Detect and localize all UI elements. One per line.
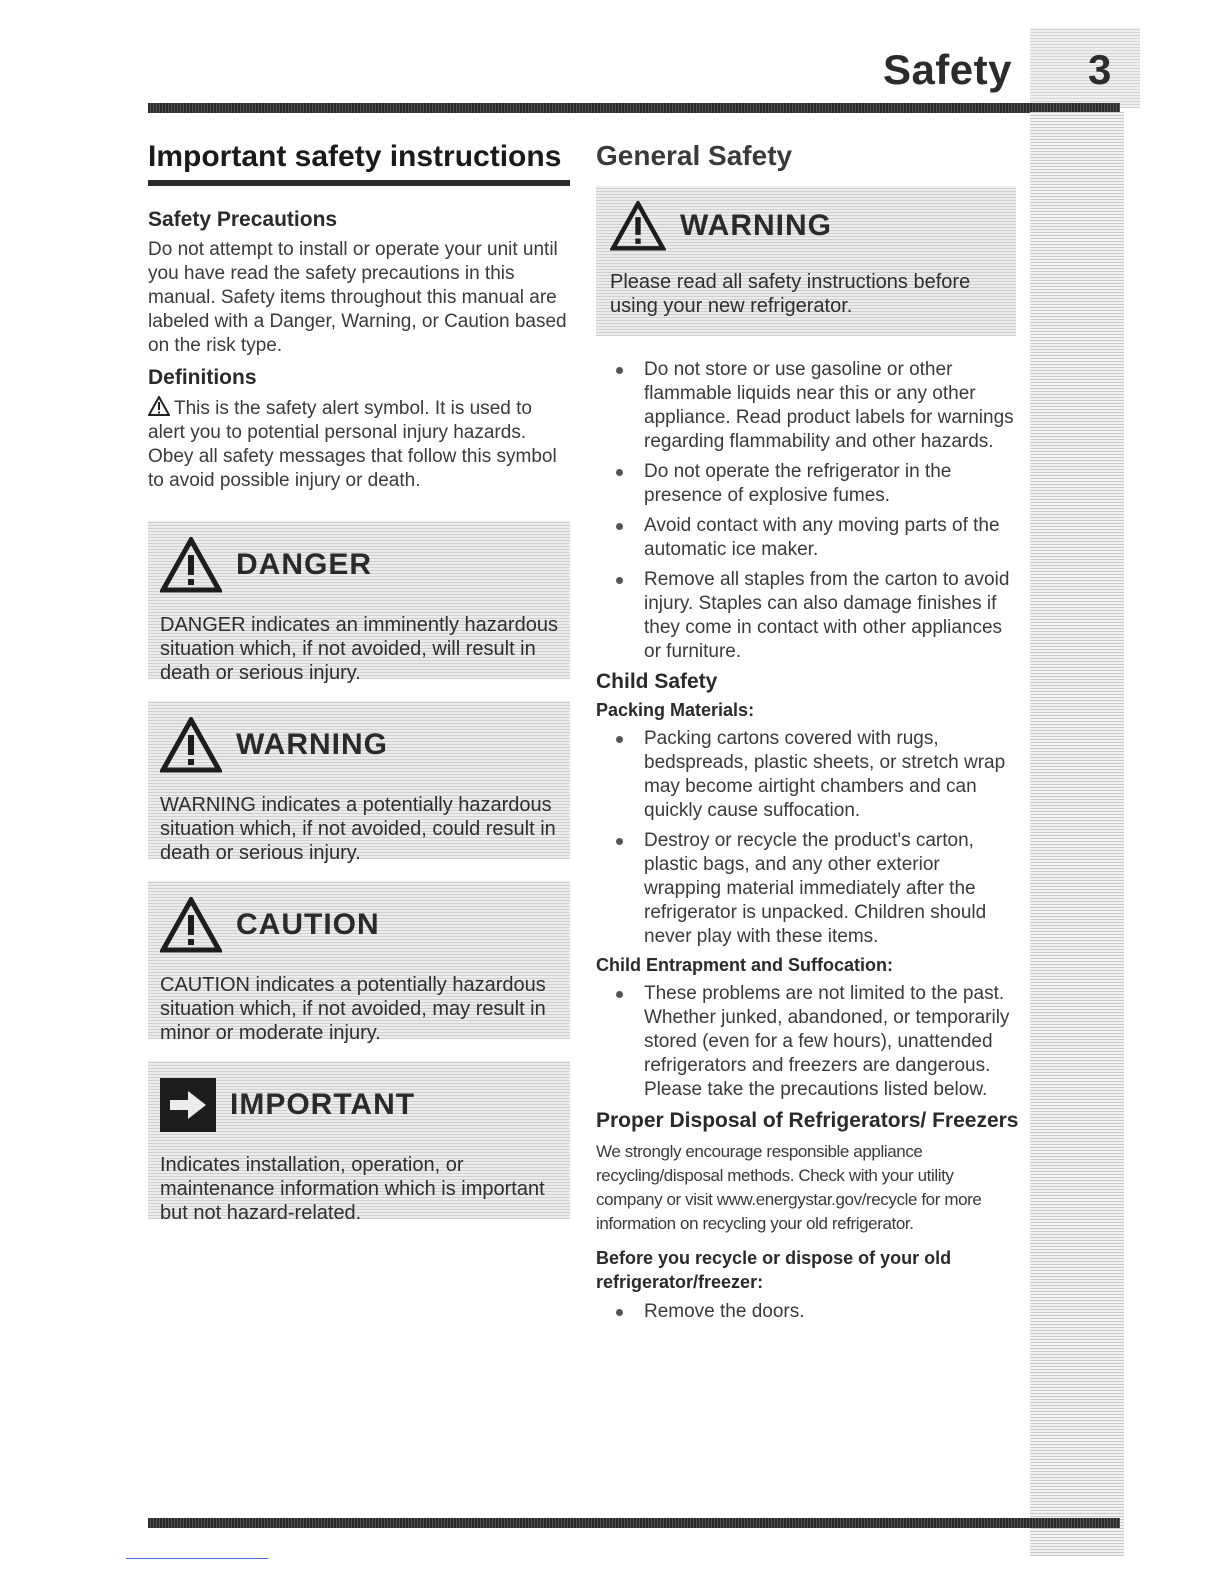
before-recycle-list — [596, 1300, 1020, 1324]
child-safety-title: Child Safety — [596, 670, 718, 693]
danger-box — [148, 521, 570, 684]
footer-line — [126, 1558, 268, 1559]
list-item: These problems are not limited to the past. Whether junked, abandoned, or temporarily stored (even for a few hours), unattended refrigerators and freezers are dangerous. Please take the precautions listed below. — [644, 982, 1020, 1102]
danger-label: DANGER — [236, 548, 373, 581]
list-item: Remove the doors. — [644, 1300, 1020, 1324]
before-recycle-title: Before you recycle or dispose of your old refrigerator/freezer: — [596, 1248, 952, 1292]
general-safety-list — [596, 358, 1020, 664]
list-item: Remove all staples from the carton to avoid injury. Staples can also damage finishes if they come in contact with other appliances or furniture. — [644, 568, 1020, 664]
definitions-paragraph — [148, 396, 570, 493]
page-title: Safety — [882, 46, 1012, 93]
list-item: Do not store or use gasoline or other flammable liquids near this or any other appliance. Read product labels for warnings regarding flammability and other hazards. — [644, 358, 1020, 454]
safety-precautions-text: Do not attempt to install or operate your unit until you have read the safety precautions in this manual. Safety items throughout this manual are labeled with a Danger, Warning, or Caution based on the risk type. — [148, 239, 567, 356]
danger-text: DANGER indicates an imminently hazardous situation which, if not avoided, will result in death or serious injury. — [160, 614, 558, 684]
warning-text: WARNING indicates a potentially hazardous situation which, if not avoided, could result in death or serious injury. — [160, 794, 556, 864]
list-item: Packing cartons covered with rugs, bedspreads, plastic sheets, or stretch wrap may become airtight chambers and can quickly cause suffocation. — [644, 727, 1020, 823]
heading-rule — [148, 180, 570, 186]
safety-precautions-title: Safety Precautions — [148, 208, 338, 231]
disposal-text: We strongly encourage responsible appliance recycling/disposal methods. Check with your utility company or visit www.energystar.gov/recycle for more information on recycling your old refrigerator. — [596, 1142, 982, 1233]
list-item: Avoid contact with any moving parts of the automatic ice maker. — [644, 514, 1020, 562]
side-strip — [1030, 112, 1124, 1556]
caution-box — [148, 881, 570, 1044]
header-rule — [148, 103, 1120, 113]
list-item: Do not operate the refrigerator in the presence of explosive fumes. — [644, 460, 1020, 508]
right-column — [596, 140, 1020, 1330]
general-warning-text: Please read all safety instructions before using your new refrigerator. — [610, 271, 971, 317]
packing-materials-list — [596, 727, 1020, 949]
important-text: Indicates installation, operation, or maintenance information which is important but not hazard-related. — [160, 1154, 545, 1224]
child-entrapment-list — [596, 982, 1020, 1102]
definitions-title: Definitions — [148, 366, 257, 389]
footer-rule — [148, 1518, 1120, 1528]
child-entrapment-title: Child Entrapment and Suffocation: — [596, 955, 893, 975]
section-heading-important-safety: Important safety instructions — [148, 140, 562, 173]
arrow-right-icon — [160, 1078, 216, 1132]
packing-materials-title: Packing Materials: — [596, 700, 755, 720]
page-number: 3 — [1088, 46, 1112, 93]
disposal-title: Proper Disposal of Refrigerators/ Freezers — [596, 1109, 1019, 1132]
caution-text: CAUTION indicates a potentially hazardous situation which, if not avoided, may result in minor or moderate injury. — [160, 974, 546, 1044]
page-number-box — [1030, 28, 1140, 108]
warning-label: WARNING — [236, 728, 388, 761]
safety-alert-icon — [148, 396, 170, 416]
warning-box-definition — [148, 701, 570, 864]
caution-alert-icon — [160, 897, 222, 953]
general-safety-heading: General Safety — [596, 140, 793, 171]
danger-alert-icon — [160, 537, 222, 593]
left-column — [148, 140, 570, 1241]
important-label: IMPORTANT — [230, 1088, 416, 1121]
caution-label: CAUTION — [236, 908, 380, 941]
general-warning-box — [596, 186, 1016, 336]
definitions-text: This is the safety alert symbol. It is used to alert you to potential personal injury hazards. Obey all safety messages that follow this symbol to avoid possible injury or death. — [148, 398, 557, 491]
important-box — [148, 1061, 570, 1224]
list-item: Destroy or recycle the product's carton, plastic bags, and any other exterior wrapping material immediately after the refrigerator is unpacked. Children should never play with these items. — [644, 829, 1020, 949]
warning-alert-icon — [610, 201, 666, 251]
warning-alert-icon — [160, 717, 222, 773]
general-warning-label: WARNING — [680, 209, 832, 242]
